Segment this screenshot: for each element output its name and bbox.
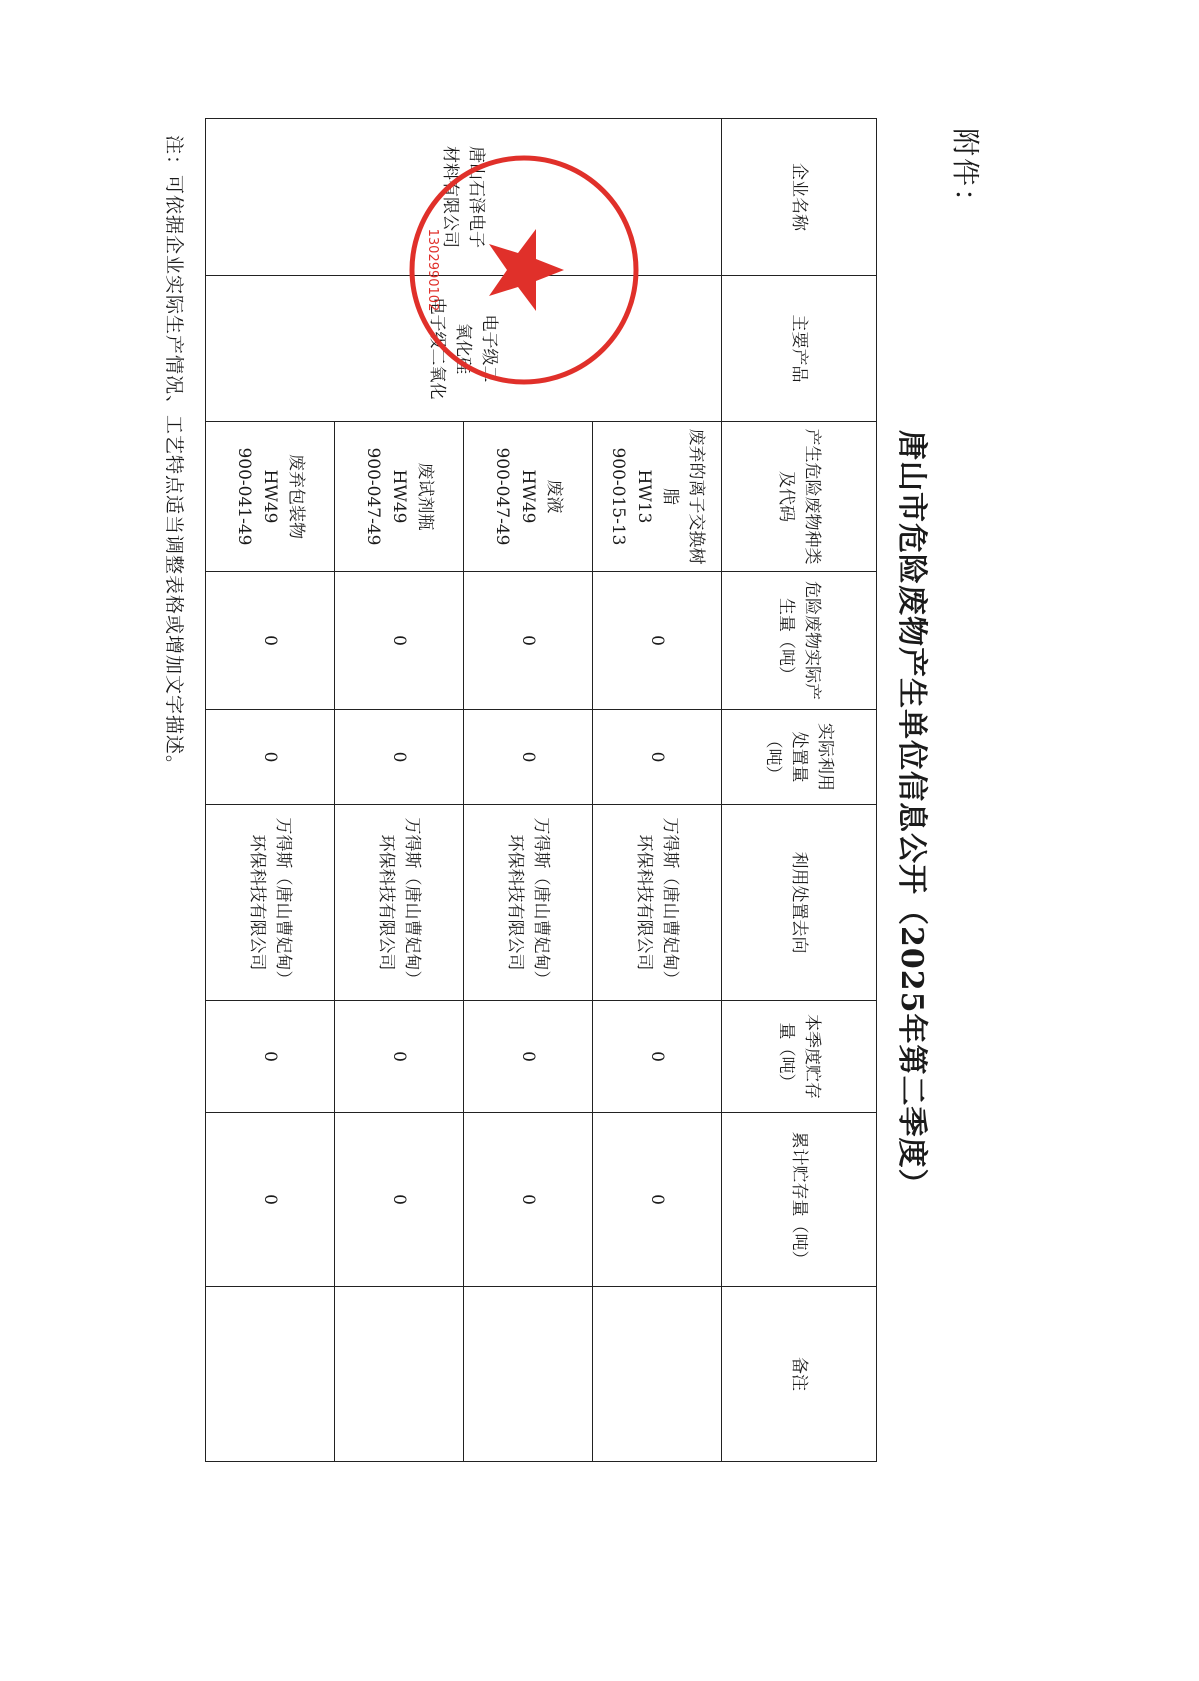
waste-cell: 废液 HW49 900-047-49 xyxy=(464,422,593,572)
col-produced: 危险废物实际产生量（吨） xyxy=(722,572,877,710)
total-storage-cell: 0 xyxy=(593,1113,722,1287)
total-storage-cell: 0 xyxy=(335,1113,464,1287)
destination-cell: 万得斯（唐山曹妃甸）环保科技有限公司 xyxy=(464,805,593,1001)
header-row xyxy=(722,119,877,1462)
disposed-cell: 0 xyxy=(206,710,335,805)
total-storage-cell: 0 xyxy=(464,1113,593,1287)
col-remark: 备注 xyxy=(722,1287,877,1462)
destination-cell: 万得斯（唐山曹妃甸）环保科技有限公司 xyxy=(206,805,335,1001)
col-destination: 利用处置去向 xyxy=(722,805,877,1001)
attachment-label: 附件： xyxy=(949,128,982,219)
remark-cell xyxy=(464,1287,593,1462)
quarter-storage-cell: 0 xyxy=(335,1001,464,1113)
remark-cell xyxy=(206,1287,335,1462)
produced-cell: 0 xyxy=(464,572,593,710)
disposed-cell: 0 xyxy=(335,710,464,805)
col-total-storage: 累计贮存量（吨） xyxy=(722,1113,877,1287)
col-products: 主要产品 xyxy=(722,276,877,422)
produced-cell: 0 xyxy=(335,572,464,710)
col-company: 企业名称 xyxy=(722,119,877,276)
quarter-storage-cell: 0 xyxy=(206,1001,335,1113)
remark-cell xyxy=(335,1287,464,1462)
footer-note: 注：可依据企业实际生产情况、工艺特点适当调整表格或增加文字描述。 xyxy=(163,135,185,776)
company-seal-icon xyxy=(404,150,644,390)
waste-cell: 废试剂瓶 HW49 900-047-49 xyxy=(335,422,464,572)
produced-cell: 0 xyxy=(206,572,335,710)
destination-cell: 万得斯（唐山曹妃甸）环保科技有限公司 xyxy=(335,805,464,1001)
waste-cell: 废弃包装物 HW49 900-041-49 xyxy=(206,422,335,572)
col-disposed: 实际利用处置量（吨） xyxy=(722,710,877,805)
disposed-cell: 0 xyxy=(593,710,722,805)
remark-cell xyxy=(593,1287,722,1462)
disposed-cell: 0 xyxy=(464,710,593,805)
quarter-storage-cell: 0 xyxy=(593,1001,722,1113)
destination-cell: 万得斯（唐山曹妃甸）环保科技有限公司 xyxy=(593,805,722,1001)
waste-cell: 废弃的离子交换树脂 HW13 900-015-13 xyxy=(593,422,722,572)
products-cell: 电子级二 氧化硅 电子级二氧化 xyxy=(206,276,722,422)
quarter-storage-cell: 0 xyxy=(464,1001,593,1113)
produced-cell: 0 xyxy=(593,572,722,710)
total-storage-cell: 0 xyxy=(206,1113,335,1287)
svg-text:1302990102: 1302990102 xyxy=(425,228,440,312)
company-cell: 唐山石泽电子 材料有限公司 xyxy=(206,119,722,276)
col-quarter-storage: 本季度贮存量（吨） xyxy=(722,1001,877,1113)
document-title: 唐山市危险废物产生单位信息公开（2025年第二季度） xyxy=(894,430,929,1200)
col-waste-type: 产生危险废物种类及代码 xyxy=(722,422,877,572)
